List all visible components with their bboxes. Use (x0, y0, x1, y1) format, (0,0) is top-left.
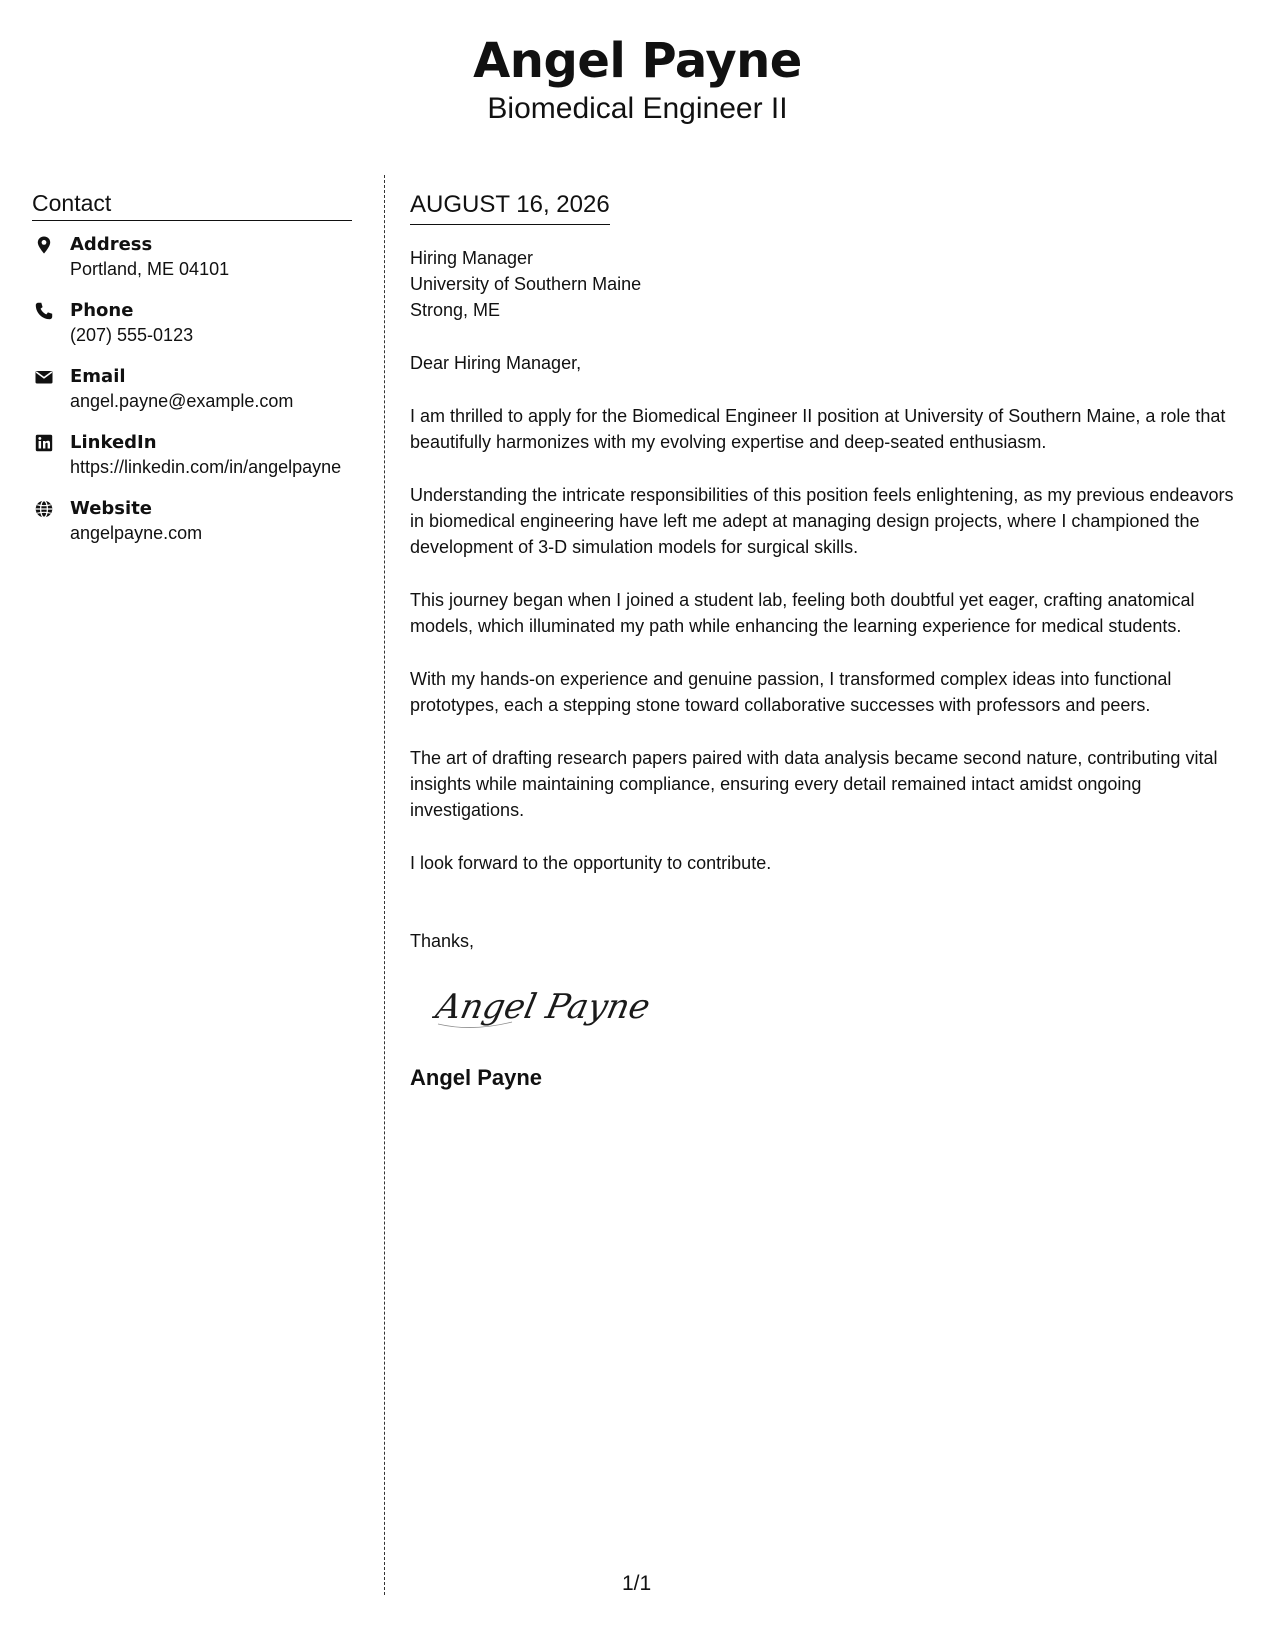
envelope-icon (34, 367, 54, 387)
contact-item-linkedin (32, 431, 352, 480)
recipient-line: University of Southern Maine (410, 274, 642, 294)
contact-item-email (32, 365, 352, 414)
signed-name: Angel Payne (410, 1065, 543, 1090)
globe-icon (34, 499, 54, 519)
contact-label: LinkedIn (70, 432, 157, 453)
address-value: Portland, ME 04101 (70, 259, 230, 279)
website-value: angelpayne.com (70, 523, 203, 543)
contact-label: Website (70, 498, 153, 519)
recipient-line: Hiring Manager (410, 248, 534, 268)
linkedin-icon (34, 433, 54, 453)
letter-body (410, 190, 1240, 1093)
body-paragraph: I look forward to the opportunity to contribute. (410, 853, 772, 873)
contact-label: Phone (70, 300, 134, 321)
contact-item-website (32, 497, 352, 546)
body-paragraph: This journey began when I joined a student lab, feeling both doubtful yet eager, crafting anatomical models, which illuminated my path while enhancing the learning experience for medical students. (410, 590, 1195, 636)
page-number: 1/1 (622, 1572, 652, 1595)
date-block (410, 190, 610, 225)
contact-section-title: Contact (32, 188, 352, 221)
body-paragraph: The art of drafting research papers paired with data analysis became second nature, contributing vital insights while maintaining compliance, ensuring every detail remained intact amidst ongoing investigations. (410, 748, 1218, 820)
closing: Thanks, (410, 931, 475, 951)
applicant-name: Angel Payne (473, 33, 802, 89)
contact-label: Email (70, 366, 126, 387)
column-divider (384, 175, 385, 1595)
phone-icon (34, 301, 54, 321)
letter-header (0, 32, 1275, 128)
contact-item-address (32, 233, 352, 282)
phone-value: (207) 555-0123 (70, 325, 194, 345)
job-title: Biomedical Engineer II (487, 92, 788, 125)
salutation: Dear Hiring Manager, (410, 353, 582, 373)
body-paragraph: Understanding the intricate responsibilities of this position feels enlightening, as my previous endeavors in biomedical engineering have left me adept at managing design projects, where I championed the development of 3-D simulation models for surgical skills. (410, 485, 1234, 557)
recipient-line: Strong, ME (410, 300, 501, 320)
recipient-block (410, 245, 1240, 323)
signature-text: Angel Payne (432, 987, 654, 1027)
body-paragraph: I am thrilled to apply for the Biomedical Engineer II position at University of Southern Maine, a role that beautifully harmonizes with my evolving expertise and deep-seated enthusiasm. (410, 406, 1226, 452)
email-value: angel.payne@example.com (70, 391, 294, 411)
handwritten-signature (432, 972, 692, 1042)
contact-item-phone (32, 299, 352, 348)
body-paragraph: With my hands-on experience and genuine passion, I transformed complex ideas into functional prototypes, each a stepping stone toward collaborative successes with professors and peers. (410, 669, 1172, 715)
linkedin-value: https://linkedin.com/in/angelpayne (70, 457, 342, 477)
contact-label: Address (70, 234, 153, 255)
map-pin-icon (34, 235, 54, 255)
letter-date: AUGUST 16, 2026 (410, 191, 610, 218)
contact-sidebar (32, 188, 352, 563)
